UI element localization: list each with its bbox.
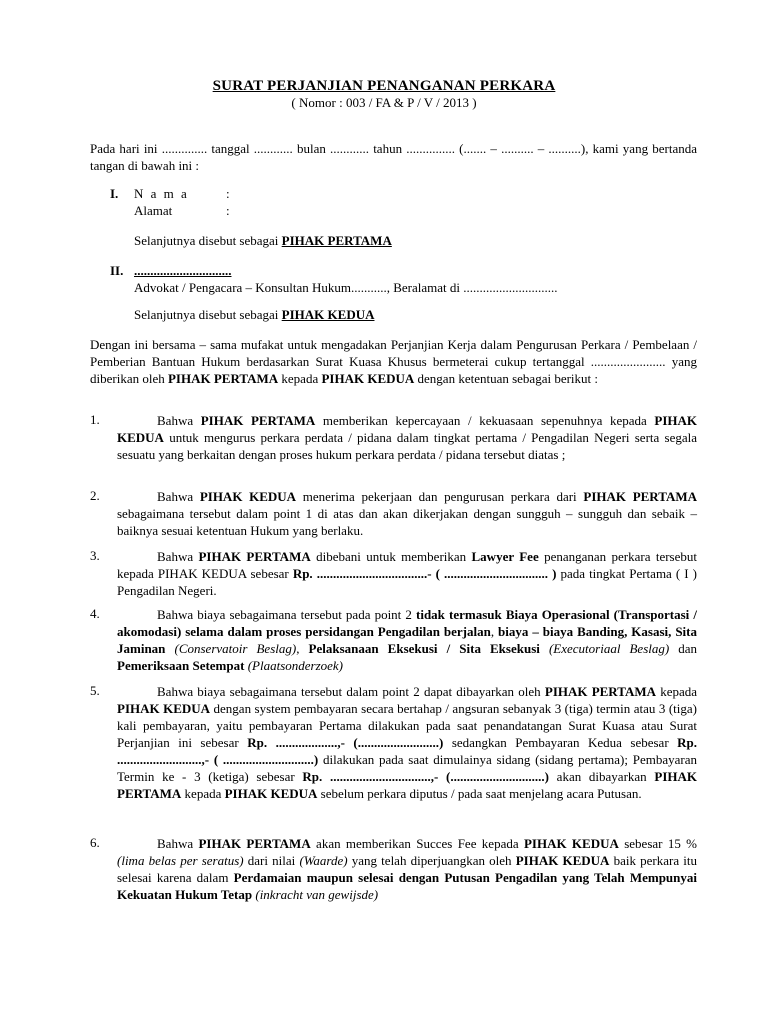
item-text: dari nilai (247, 853, 296, 868)
intro-party2: PIHAK KEDUA (321, 371, 415, 386)
item-text: kepada (660, 684, 698, 699)
item-number: 4. (90, 606, 100, 621)
item-text: memberikan kepercayaan / kekuasaan sepenuhnya kepada (322, 413, 647, 428)
item-bold: Pelaksanaan Eksekusi / Sita Eksekusi (308, 641, 540, 656)
item-text: Bahwa biaya sebagaimana tersebut dalam point 2 dapat dibayarkan oleh (157, 684, 541, 699)
item-bold: PIHAK PERTAMA (583, 489, 697, 504)
item-bold: PIHAK PERTAMA (544, 684, 656, 699)
item-text: , (296, 641, 300, 656)
item-bold: Rp. ...................,- (.........................) (247, 735, 444, 750)
item-bold: PIHAK KEDUA (199, 489, 297, 504)
party1-ref-prefix: Selanjutnya disebut sebagai (134, 233, 279, 248)
item-italic: (Conservatoir Beslag) (174, 641, 297, 656)
item-bold: PIHAK KEDUA (523, 836, 619, 851)
item-bold: biaya – biaya Banding, Kasasi, Sita Jaminan (117, 624, 698, 656)
item-text: Bahwa biaya sebagaimana tersebut pada point 2 (157, 607, 412, 622)
item-text: baik perkara itu selesai karena dalam (117, 853, 698, 885)
item-text: Bahwa (157, 549, 194, 564)
item-bold: PIHAK KEDUA (117, 701, 211, 716)
item-bold: Lawyer Fee (471, 549, 539, 564)
item-text: dengan system pembayaran secara bertahap / angsuran sebanyak 3 (tiga) termin atau 3 (tiga) kali pembayaran, yaitu pembayaran Pertama dilakukan pada saat penandatangan Surat Kuasa atau Surat Perjanjian ini sebesar (117, 701, 697, 750)
item-text: sebesar 15 % (624, 836, 697, 851)
item-text: dibebani untuk memberikan (316, 549, 467, 564)
item-text: akan memberikan Succes Fee kepada (316, 836, 519, 851)
item-3-text (117, 548, 697, 599)
item-bold: Rp. ..................................- ( ................................ ) (292, 566, 557, 581)
item-number: 6. (90, 835, 100, 850)
item-text: sebelum perkara diputus / pada saat menjelang acara Putusan. (320, 786, 642, 801)
intro-paragraph (90, 336, 697, 387)
item-bold: PIHAK PERTAMA (200, 413, 316, 428)
party1-nama-colon: : (226, 186, 230, 201)
item-italic: (lima belas per seratus) (117, 853, 244, 868)
party2-name-blank: .............................. (134, 263, 232, 278)
item-number: 2. (90, 488, 100, 503)
item-bold: PIHAK PERTAMA (198, 549, 311, 564)
party1-reference (134, 232, 392, 249)
intro-text: kepada (281, 371, 319, 386)
item-bold: PIHAK PERTAMA (198, 836, 311, 851)
item-bold: PIHAK KEDUA (224, 786, 318, 801)
item-text: , (490, 624, 495, 639)
item-bold: Perdamaian maupun selesai dengan Putusan Pengadilan yang Telah Mempunyai Kekuatan Hukum Tetap (117, 870, 697, 902)
item-bold: tidak termasuk Biaya Operasional (Transportasi / akomodasi) selama dalam proses persidangan Pengadilan berjalan (117, 607, 697, 639)
item-italic: (Plaatsonderzoek) (247, 658, 344, 673)
party1-alamat-label: Alamat (134, 203, 173, 218)
item-number: 1. (90, 412, 100, 427)
party2-reference (134, 306, 374, 323)
item-bold: PIHAK KEDUA (117, 413, 697, 445)
item-bold: Rp. ...............................,- (.............................) (302, 769, 549, 784)
item-bold: PIHAK PERTAMA (117, 769, 698, 801)
opening-paragraph: Pada hari ini .............. tanggal ............ bulan ............ tahun ............... (....... – .......... – ..........), kami yang bertanda tangan di bawah ini : (90, 141, 697, 173)
item-text: dilakukan pada saat dimulainya sidang (sidang pertama); Pembayaran Termin ke - 3 (ketiga) sebesar (117, 752, 697, 784)
item-text: pada tingkat Pertama ( I ) Pengadilan Negeri. (117, 566, 697, 598)
item-italic: (inkracht van gewijsde) (255, 887, 379, 902)
party1-alamat-colon: : (226, 203, 230, 218)
item-text: penanganan perkara tersebut kepada PIHAK KEDUA sebesar (117, 549, 697, 581)
item-number: 3. (90, 548, 100, 563)
item-italic: (Executoriaal Beslag) (548, 641, 670, 656)
party1-ref-name: PIHAK PERTAMA (281, 233, 392, 248)
item-6-text (117, 835, 697, 903)
party1-numeral: I. (110, 186, 119, 201)
party2-ref-name: PIHAK KEDUA (281, 307, 375, 322)
intro-party1: PIHAK PERTAMA (167, 371, 279, 386)
document-title: SURAT PERJANJIAN PENANGANAN PERKARA (212, 78, 556, 94)
party1-nama-label: N a m a (134, 186, 189, 201)
item-text: akan dibayarkan (556, 769, 647, 784)
item-text: yang telah diperjuangkan oleh (351, 853, 512, 868)
item-text: Bahwa (157, 489, 194, 504)
item-text: Bahwa (157, 413, 194, 428)
item-text: dan (678, 641, 698, 656)
item-1-text (117, 412, 697, 463)
item-text: sebagaimana tersebut dalam point 1 di atas dan akan dikerjakan dengan sungguh – sungguh dan sebaik – baiknya sesuai ketentuan Hukum yang berlaku. (117, 506, 697, 538)
party2-description: Advokat / Pengacara – Konsultan Hukum..........., Beralamat di ............................. (134, 280, 558, 295)
item-text: untuk mengurus perkara perdata / pidana dalam tingkat pertama / Pengadilan Negeri serta segala sesuatu yang berkaitan dengan proses hukum perkara perdata / pidana tersebut diatas ; (117, 430, 697, 462)
item-text: kepada (184, 786, 222, 801)
intro-text: Dengan ini bersama – sama mufakat untuk mengadakan Perjanjian Kerja dalam Pengurusan Perkara / Pembelaan / Pemberian Bantuan Hukum berdasarkan Surat Kuasa Khusus bermeterai cukup tertanggal ....................... yang diberikan oleh (90, 337, 697, 386)
item-2-text (117, 488, 697, 539)
intro-text: dengan ketentuan sebagai berikut : (417, 371, 599, 386)
item-text: sedangkan Pembayaran Kedua sebesar (451, 735, 669, 750)
item-italic: (Waarde) (299, 853, 348, 868)
item-text: menerima pekerjaan dan pengurusan perkara dari (302, 489, 577, 504)
document-number: ( Nomor : 003 / FA & P / V / 2013 ) (291, 95, 477, 110)
party2-ref-prefix: Selanjutnya disebut sebagai (134, 307, 279, 322)
item-text: Bahwa (157, 836, 194, 851)
item-5-text (117, 683, 697, 802)
party2-numeral: II. (110, 263, 124, 278)
item-4-text (117, 606, 697, 674)
item-bold: PIHAK KEDUA (515, 853, 610, 868)
item-bold: Rp. ..........................,- ( ............................) (117, 735, 698, 767)
item-bold: Pemeriksaan Setempat (117, 658, 245, 673)
item-number: 5. (90, 683, 100, 698)
